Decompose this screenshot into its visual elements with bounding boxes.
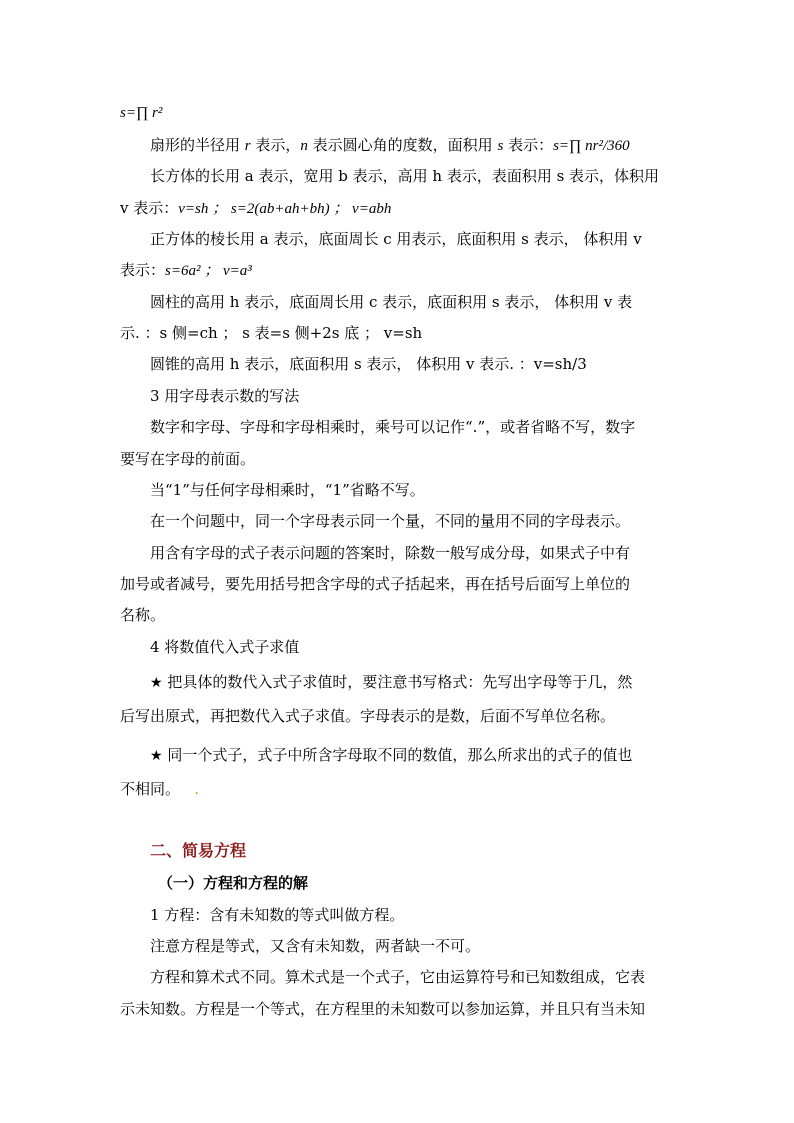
sector-line <box>150 135 710 156</box>
cuboid-line-2-text: v 表示： <box>120 199 179 217</box>
equation-diff-line-2: 示未知数。方程是一个等式，在方程里的未知数可以参加运算，并且只有当未知 <box>120 1000 646 1018</box>
sector-text: 扇形的半径用 <box>150 136 245 154</box>
section-3-p3: 在一个问题中，同一个字母表示同一个量，不同的量用不同的字母表示。 <box>150 512 631 530</box>
sector-r: r <box>244 138 251 154</box>
chapter-2-subheading: （一）方程和方程的解 <box>158 874 309 892</box>
section-3-p1-line-1: 数字和字母、字母和字母相乘时，乘号可以记作“.”，或者省略不写，数字 <box>150 418 636 436</box>
cylinder-line-2: 示. ：s 侧=ch ； s 表=s 侧+2s 底 ； v=sh <box>120 324 423 342</box>
star-icon: ★ <box>150 675 163 691</box>
section-3-p4-line-2: 加号或者减号，要先用括号把含字母的式子括起来，再在括号后面写上单位的 <box>120 575 631 593</box>
star-1-text: 把具体的数代入式子求值时，要注意书写格式：先写出字母等于几，然 <box>162 673 633 691</box>
section-4-star-2-line-2 <box>120 779 680 799</box>
cuboid-formula: v=sh ； s=2(ab+ah+bh) ； v=abh <box>178 201 392 217</box>
cylinder-line-1: 圆柱的高用 h 表示，底面周长用 c 表示，底面积用 s 表示， 体积用 v 表 <box>150 293 633 311</box>
cube-line-1: 正方体的棱长用 a 表示，底面周长 c 用表示，底面积用 s 表示， 体积用 v <box>150 230 642 248</box>
chapter-2-heading: 二、简易方程 <box>150 841 247 860</box>
sector-n: n <box>300 138 308 154</box>
sector-mid: 表示， <box>250 136 301 154</box>
cube-line-2 <box>120 260 680 281</box>
equation-diff-line-1: 方程和算术式不同。算术式是一个式子，它由运算符号和已知数组成，它表 <box>150 968 646 986</box>
sector-end: 表示： <box>503 136 554 154</box>
section-3-p4-line-1: 用含有字母的式子表示问题的答案时，除数一般写成分母，如果式子中有 <box>150 544 631 562</box>
cube-formula: s=6a² ； v=a³ <box>165 263 252 279</box>
cuboid-line-2 <box>120 198 680 219</box>
equation-definition: 1 方程：含有未知数的等式叫做方程。 <box>150 906 405 924</box>
sector-mid2: 表示圆心角的度数，面积用 <box>307 136 498 154</box>
section-4-star-2-line-1 <box>150 745 710 766</box>
star-2-text-end: 不相同。 <box>120 780 181 798</box>
section-4-star-1-line-2: 后写出原式，再把数代入式子求值。字母表示的是数，后面不写单位名称。 <box>120 707 616 725</box>
sector-s: s <box>497 138 504 154</box>
star-icon: ★ <box>150 748 163 764</box>
cone-line: 圆锥的高用 h 表示，底面积用 s 表示， 体积用 v 表示. ：v=sh/3 <box>150 355 587 373</box>
section-4-title: 4 将数值代入式子求值 <box>150 638 300 656</box>
section-3-p4-line-3: 名称。 <box>120 606 166 624</box>
cube-line-2-text: 表示： <box>120 261 166 279</box>
circle-area-formula: s=∏ r² <box>120 105 163 121</box>
star-2-text: 同一个式子，式子中所含字母取不同的数值，那么所求出的式子的值也 <box>162 746 633 764</box>
section-4-star-1-line-1 <box>150 672 710 693</box>
sector-formula: s=∏ nr²/360 <box>553 138 630 154</box>
equation-note: 注意方程是等式，又含有未知数，两者缺一不可。 <box>150 937 481 955</box>
trailing-dot: . <box>194 780 200 798</box>
section-3-p1-line-2: 要写在字母的前面。 <box>120 450 256 468</box>
section-3-p2: 当“1”与任何字母相乘时，“1”省略不写。 <box>150 481 425 499</box>
cuboid-line-1: 长方体的长用 a 表示，宽用 b 表示，高用 h 表示，表面积用 s 表示，体积用 <box>150 167 660 185</box>
section-3-title: 3 用字母表示数的写法 <box>150 387 300 405</box>
